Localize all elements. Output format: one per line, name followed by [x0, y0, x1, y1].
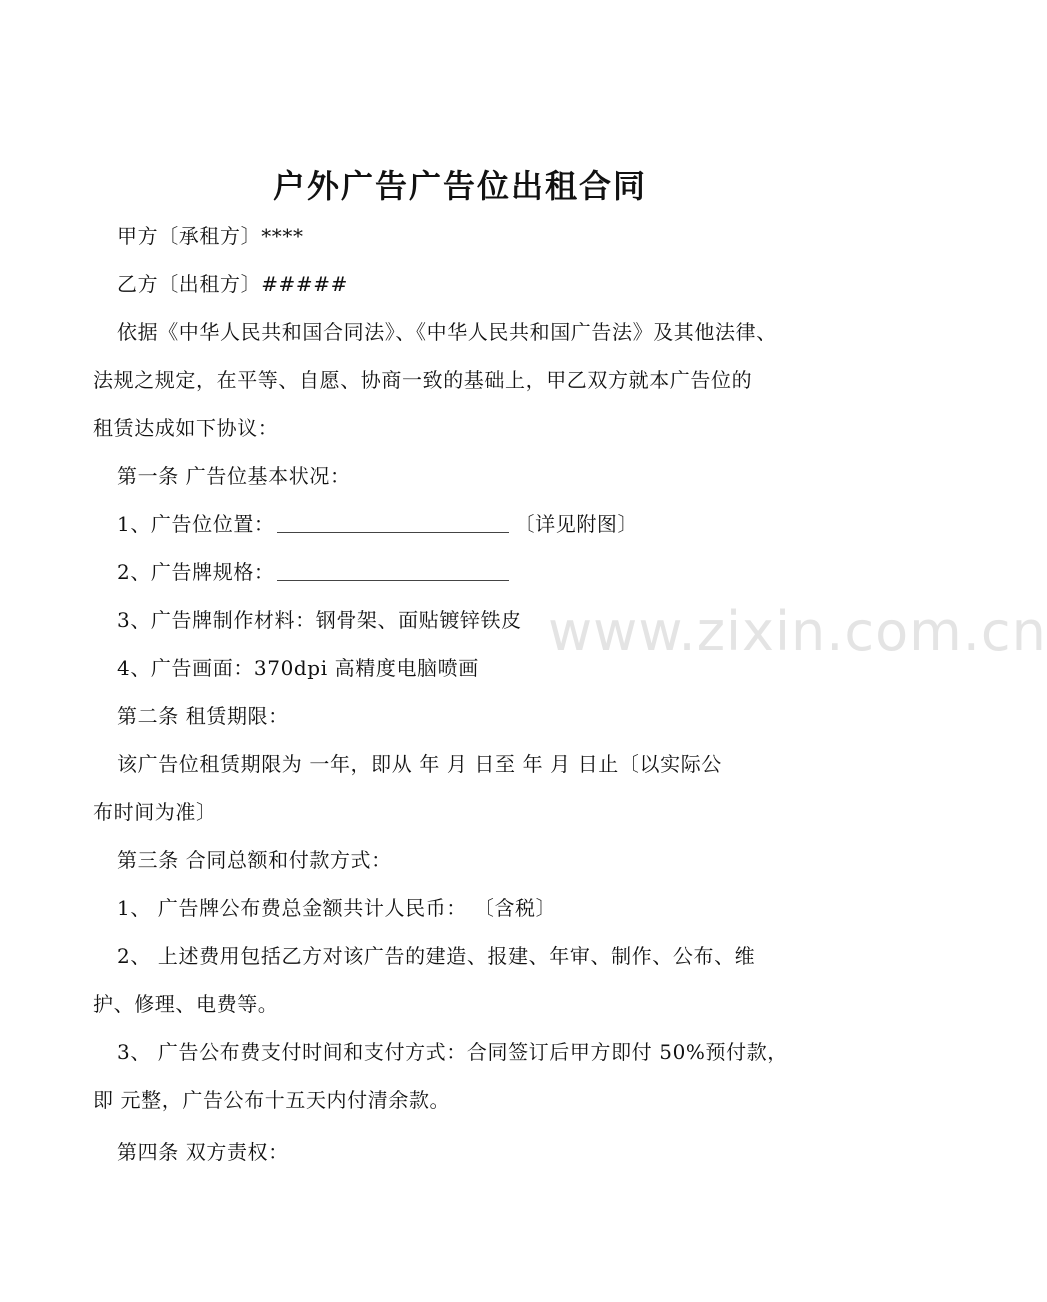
article-3-item-1: 1、 广告牌公布费总金额共计人民币： 〔含税〕 [117, 896, 557, 920]
article-3-item-2-line-1: 2、 上述费用包括乙方对该广告的建造、报建、年审、制作、公布、维 [117, 944, 756, 968]
article-3-item-2-line-2: 护、修理、电费等。 [93, 992, 279, 1016]
article-1-item-1 [117, 510, 638, 538]
article-1-item-4: 4、广告画面：370dpi 高精度电脑喷画 [117, 656, 479, 680]
location-label: 1、广告位位置： [117, 512, 275, 536]
article-2-text-1: 该广告位租赁期限为 一年，即从 年 月 日至 年 月 日止〔以实际公 [117, 752, 722, 776]
article-3-item-3-line-2: 即 元整，广告公布十五天内付清余款。 [93, 1088, 451, 1112]
size-label: 2、广告牌规格： [117, 560, 275, 584]
article-3-item-3-line-1: 3、 广告公布费支付时间和支付方式：合同签订后甲方即付 50%预付款， [117, 1040, 788, 1064]
party-a-line: 甲方〔承租方〕**** [117, 224, 304, 248]
article-2-text-2: 布时间为准〕 [93, 800, 217, 824]
size-blank [277, 560, 509, 581]
party-b-line: 乙方〔出租方〕##### [117, 272, 348, 296]
article-3-heading: 第三条 合同总额和付款方式： [117, 848, 392, 872]
contract-title: 户外广告广告位出租合同 [272, 167, 647, 205]
article-1-heading: 第一条 广告位基本状况： [117, 464, 351, 488]
preamble-line-3: 租赁达成如下协议： [93, 416, 279, 440]
site-watermark: www.zixin.com.cn [548, 600, 1047, 663]
location-blank [277, 512, 509, 533]
article-1-item-3: 3、广告牌制作材料：钢骨架、面贴镀锌铁皮 [117, 608, 522, 632]
article-1-item-2 [117, 558, 515, 586]
article-4-heading: 第四条 双方责权： [117, 1140, 289, 1164]
preamble-line-2: 法规之规定，在平等、自愿、协商一致的基础上，甲乙双方就本广告位的 [93, 368, 753, 392]
preamble-line-1: 依据《中华人民共和国合同法》、《中华人民共和国广告法》及其他法律、 [117, 320, 777, 344]
location-suffix: 〔详见附图〕 [514, 512, 639, 536]
article-2-heading: 第二条 租赁期限： [117, 704, 289, 728]
